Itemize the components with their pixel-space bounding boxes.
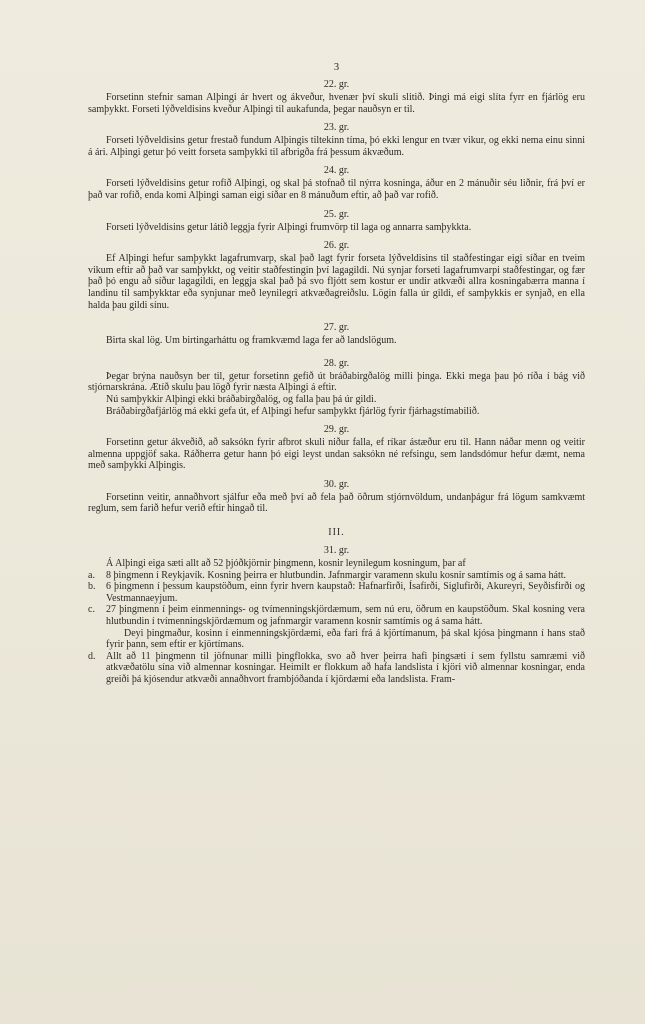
article-heading: 25. gr. xyxy=(323,208,350,220)
list-item-paragraph: 8 þingmenn í Reykjavík. Kosning þeirra er hlutbundin. Jafnmargir varamenn skulu kosnir samtímis og á sama hátt. xyxy=(106,569,567,581)
article-paragraph: Bráðabirgðafjárlög má ekki gefa út, ef Alþingi hefur samþykkt fjárlög fyrir fjárhagstímabilið. xyxy=(106,405,480,417)
articles-list xyxy=(88,79,585,515)
list-item xyxy=(88,581,585,604)
spacer xyxy=(88,347,585,355)
article-paragraph: Forseti lýðveldisins getur rofið Alþingi, og skal þá stofnað til nýrra kosninga, áður en 2 mánuðir séu liðnir, frá því er það var rofið, enda komi Alþingi saman eigi síðar en 8 mánuðum eftir, að það var rofið. xyxy=(88,178,585,201)
article-heading: 26. gr. xyxy=(323,240,350,252)
spacer xyxy=(88,115,585,119)
article xyxy=(88,158,585,201)
list-item-marker: b. xyxy=(88,581,96,593)
article xyxy=(88,79,585,115)
article-31-intro: Á Alþingi eiga sæti allt að 52 þjóðkjörnir þingmenn, kosnir leynilegum kosningum, þar af xyxy=(106,558,466,570)
spacer xyxy=(88,158,585,162)
list-item-marker: d. xyxy=(88,650,96,662)
article xyxy=(88,472,585,515)
article-heading: 29. gr. xyxy=(323,424,350,436)
article-paragraph: Þegar brýna nauðsyn ber til, getur forsetinn gefið út bráðabirgðalög milli þinga. Ekki mega þau þó ríða í bág við stjórnarskrána. Ætíð skulu þau lögð fyrir næsta Alþingi á eftir. xyxy=(88,370,585,394)
article-31-items xyxy=(88,570,585,686)
article-paragraph: Ef Alþingi hefur samþykkt lagafrumvarp, skal það lagt fyrir forseta lýðveldisins til staðfestingar eigi síðar en tveim vikum eftir að það var samþykkt, og veitir staðfestingin því lagagildi. Nú synjar forseti lagafrumvarpi staðfestingar, og fær það þó engu að síður lagagildi, en leggja skal það þá svo fljótt sem kostur er undir atkvæði allra kosningabærra manna í landinu til samþykktar eða synjunar með leynilegri atkvæðagreiðslu. Lögin falla úr gildi, ef samþykkis er synjað, en ella halda þau gildi sínu. xyxy=(88,253,585,311)
list-item-marker: c. xyxy=(88,604,95,616)
article-heading: 22. gr. xyxy=(323,79,350,90)
list-item-paragraph: 6 þingmenn í þessum kaupstöðum, einn fyrir hvern kaupstað: Hafnarfirði, Ísafirði, Siglufirði, Akureyri, Seyðisfirði og Vestmannaeyjum. xyxy=(106,581,585,604)
page-number: 3 xyxy=(333,62,340,73)
article-paragraph: Forsetinn veitir, annaðhvort sjálfur eða með því að fela það öðrum stjórnvöldum, undanþágur frá lögum samkvæmt reglum, sem farið hefur verið eftir hingað til. xyxy=(88,491,585,515)
article-heading: 27. gr. xyxy=(323,322,350,334)
article-paragraph: Nú samþykkir Alþingi ekki bráðabirgðalög, og falla þau þá úr gildi. xyxy=(106,393,377,405)
spacer xyxy=(88,233,585,237)
article-paragraph: Birta skal lög. Um birtingarháttu og framkvæmd laga fer að landslögum. xyxy=(106,335,397,347)
list-item-paragraph: Allt að 11 þingmenn til jöfnunar milli þingflokka, svo að hver þeirra hafi þingsæti í sem fyllstu samræmi við atkvæðatölu sína við almennar kosningar. Heimilt er flokkum að hafa landslista í kjöri við almennar kosningar, enda greiði þá kjósendur atkvæði annaðhvort frambjóðanda í kjördæmi eða landslista. Fram- xyxy=(106,650,585,685)
list-item xyxy=(88,570,585,582)
article-31 xyxy=(88,545,585,686)
spacer xyxy=(88,417,585,421)
article-heading: 23. gr. xyxy=(323,122,350,134)
section-heading: III. xyxy=(328,527,345,539)
spacer xyxy=(88,202,585,206)
article-heading: 30. gr. xyxy=(323,478,350,490)
list-item xyxy=(88,651,585,686)
list-item-paragraph: 27 þingmenn í þeim einmennings- og tvímenningskjördæmum, sem nú eru, öðrum en kaupstöðum. Skal kosning vera hlutbundin í tvímenningskjördæmum og jafnmargir varamenn kosnir samtímis og á sama hátt. xyxy=(106,604,585,628)
article xyxy=(88,347,585,417)
article-paragraph: Forsetinn getur ákveðið, að saksókn fyrir afbrot skuli niður falla, ef ríkar ástæður eru til. Hann náðar menn og veitir almenna uppgjöf saka. Ráðherra getur hann þó eigi leyst undan saksókn né refsingu, sem landsdómur hefur dæmt, nema með samþykki Alþingis. xyxy=(88,437,585,472)
list-item-marker: a. xyxy=(88,569,95,581)
article xyxy=(88,115,585,158)
article xyxy=(88,417,585,472)
spacer xyxy=(88,472,585,476)
article-heading: 24. gr. xyxy=(323,165,350,177)
article-paragraph: Forseti lýðveldisins getur látið leggja fyrir Alþingi frumvörp til laga og annarra samþykkta. xyxy=(106,221,472,233)
article xyxy=(88,233,585,311)
article-paragraph: Forsetinn stefnir saman Alþingi ár hvert og ákveður, hvenær því skuli slitið. Þingi má eigi slíta fyrr en fjárlög eru samþykkt. Forseti lýðveldisins kveður Alþingi til aukafunda, þegar nauðsyn er til. xyxy=(88,92,585,115)
article xyxy=(88,311,585,347)
list-item xyxy=(88,604,585,650)
article-heading: 31. gr. xyxy=(323,545,350,557)
article-heading: 28. gr. xyxy=(323,357,350,369)
article xyxy=(88,202,585,234)
spacer xyxy=(88,311,585,319)
article-paragraph: Forseti lýðveldisins getur frestað fundum Alþingis tiltekinn tíma, þó ekki lengur en tvær vikur, og ekki nema einu sinni á ári. Alþingi getur þó veitt forseta samþykki til afbrigða frá þessum ákvæðum. xyxy=(88,135,585,158)
list-item-paragraph: Deyi þingmaður, kosinn í einmenningskjördæmi, eða fari frá á kjörtímanum, þá skal kjósa þingmann í hans stað fyrir þann, sem eftir er kjörtímans. xyxy=(106,627,585,651)
